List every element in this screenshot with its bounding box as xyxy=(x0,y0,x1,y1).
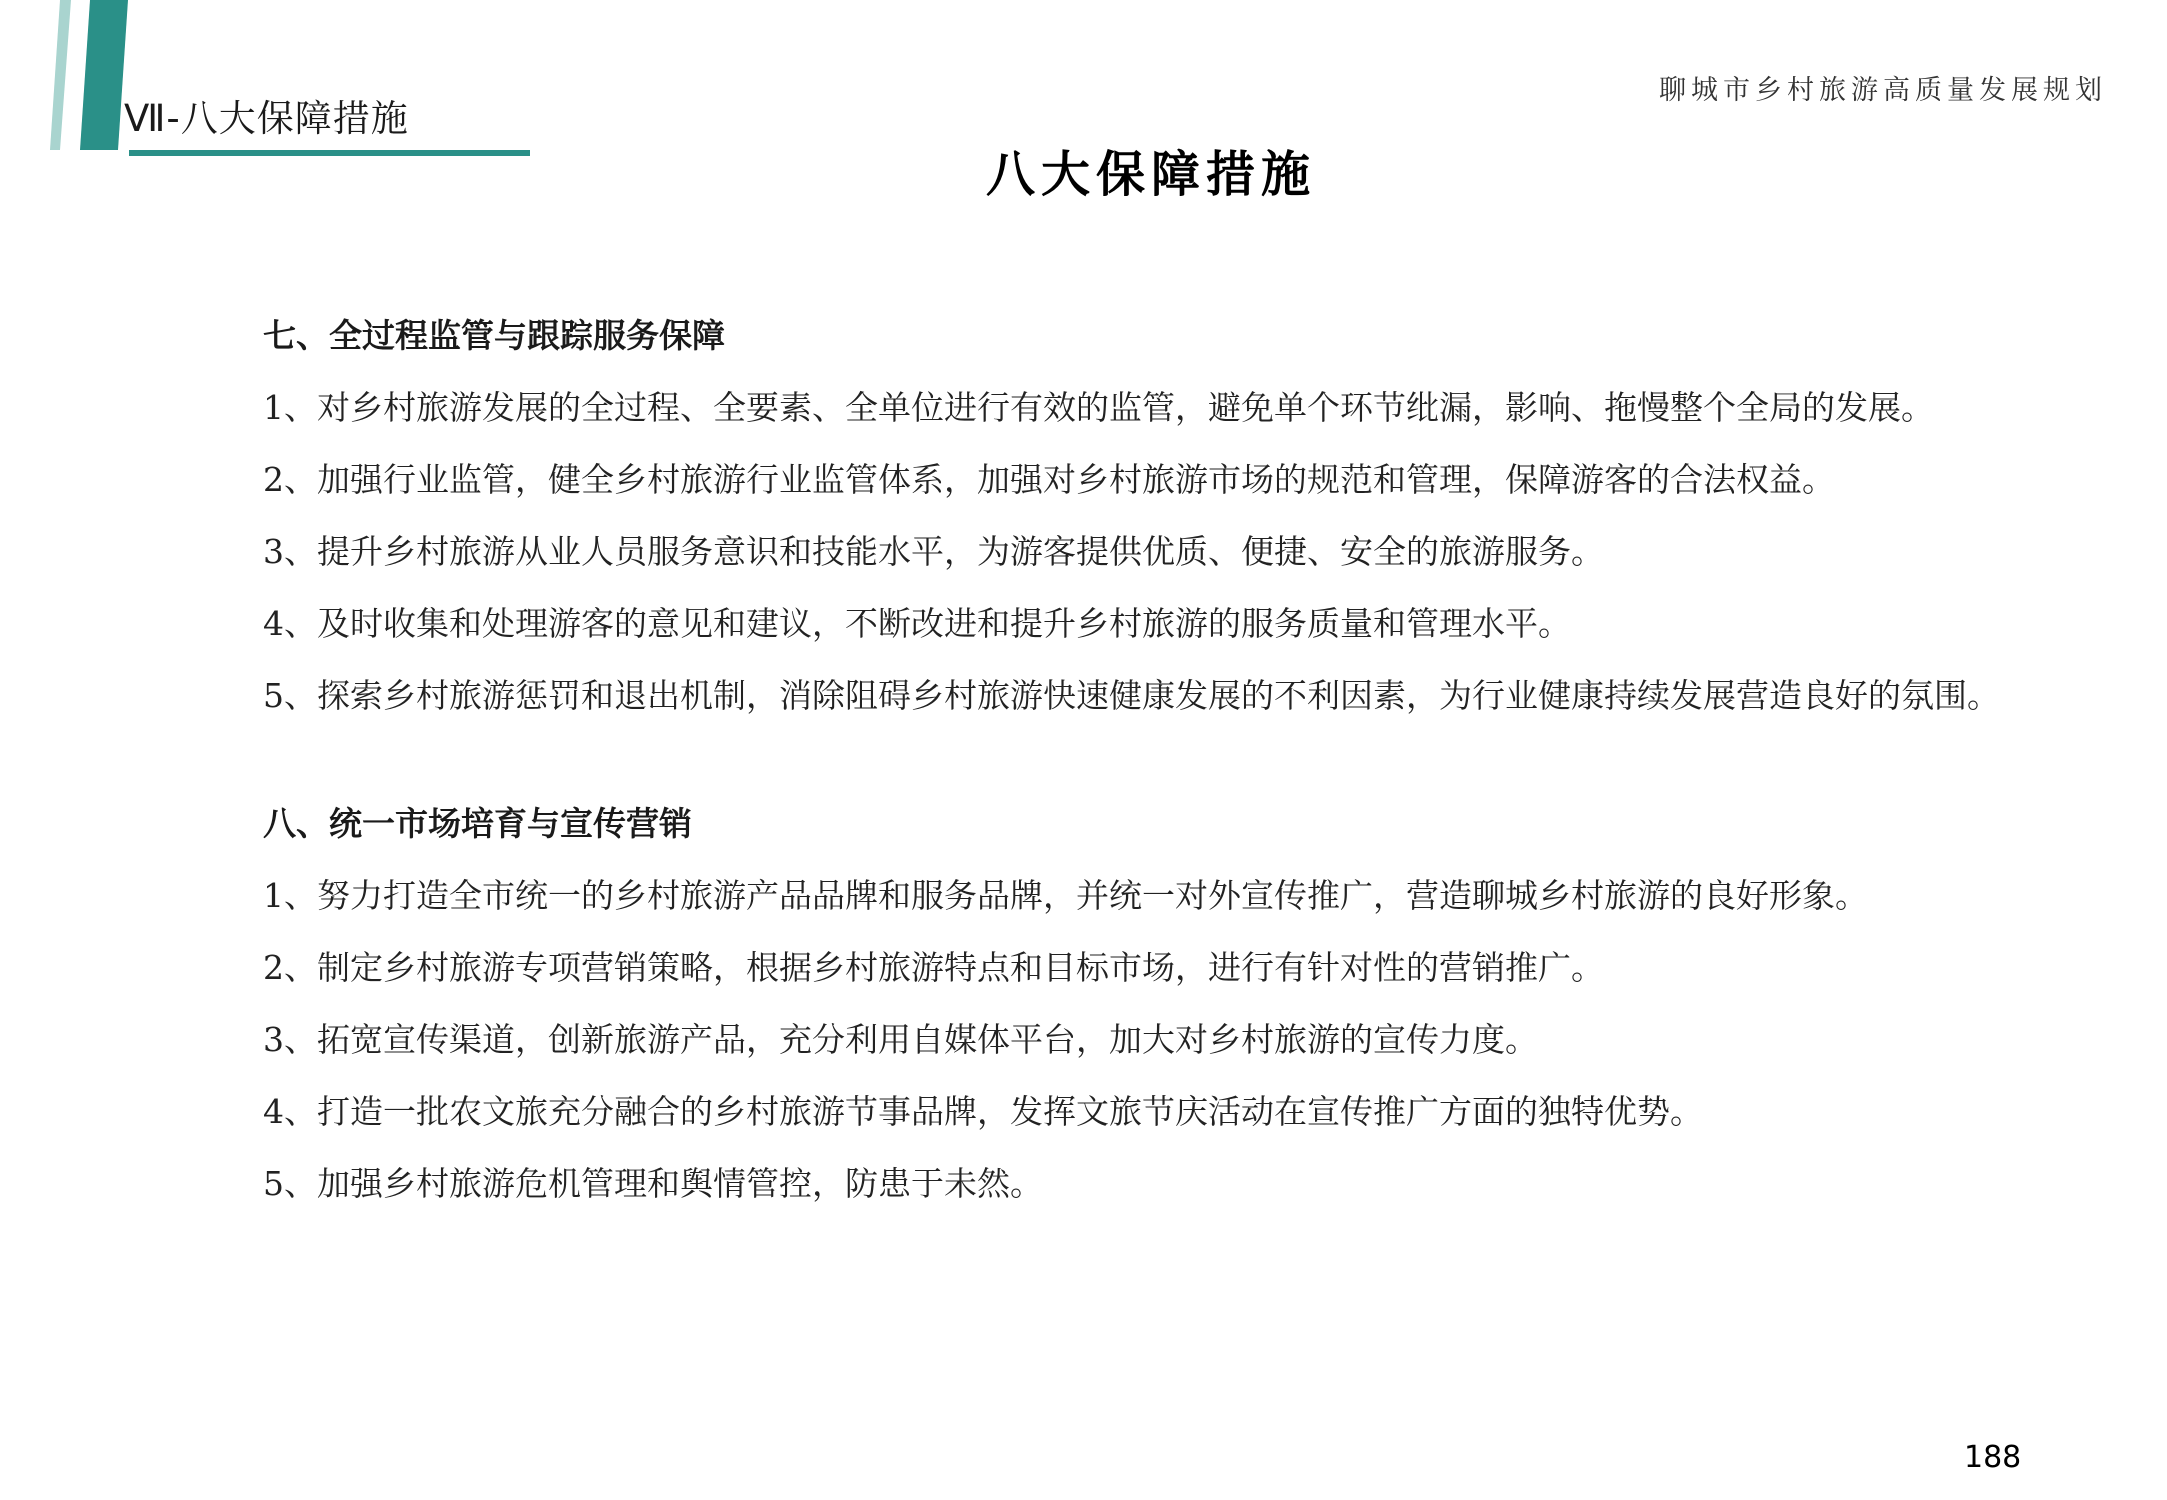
section-heading: 八、统一市场培育与宣传营销 xyxy=(263,804,692,843)
list-item: 2、制定乡村旅游专项营销策略，根据乡村旅游特点和目标市场，进行有针对性的营销推广。 xyxy=(263,948,1604,987)
section-tag: Ⅶ-八大保障措施 xyxy=(124,97,409,140)
list-item: 3、提升乡村旅游从业人员服务意识和技能水平，为游客提供优质、便捷、安全的旅游服务。 xyxy=(263,532,1604,571)
page-number: 188 xyxy=(1964,1440,2022,1475)
list-item: 3、拓宽宣传渠道，创新旅游产品，充分利用自媒体平台，加大对乡村旅游的宣传力度。 xyxy=(263,1020,1538,1059)
page-title: 八大保障措施 xyxy=(985,146,1316,203)
section-eight xyxy=(263,800,2063,1208)
list-item: 1、努力打造全市统一的乡村旅游产品品牌和服务品牌，并统一对外宣传推广，营造聊城乡村旅游的良好形象。 xyxy=(263,876,1868,915)
list-item: 4、打造一批农文旅充分融合的乡村旅游节事品牌，发挥文旅节庆活动在宣传推广方面的独特优势。 xyxy=(263,1092,1703,1131)
list-item: 2、加强行业监管，健全乡村旅游行业监管体系，加强对乡村旅游市场的规范和管理，保障游客的合法权益。 xyxy=(263,460,1835,499)
document-title: 聊城市乡村旅游高质量发展规划 xyxy=(1659,75,2107,106)
list-item: 5、探索乡村旅游惩罚和退出机制，消除阻碍乡村旅游快速健康发展的不利因素，为行业健康持续发展营造良好的氛围。 xyxy=(263,676,2000,715)
teal-stripe xyxy=(80,0,128,150)
content xyxy=(263,312,2063,1232)
section-heading: 七、全过程监管与跟踪服务保障 xyxy=(263,316,725,355)
list-item: 1、对乡村旅游发展的全过程、全要素、全单位进行有效的监管，避免单个环节纰漏，影响、拖慢整个全局的发展。 xyxy=(263,388,1934,427)
list-item: 4、及时收集和处理游客的意见和建议，不断改进和提升乡村旅游的服务质量和管理水平。 xyxy=(263,604,1571,643)
section-seven xyxy=(263,312,2063,720)
light-stripe xyxy=(50,0,71,150)
list-item: 5、加强乡村旅游危机管理和舆情管控，防患于未然。 xyxy=(263,1164,1043,1203)
